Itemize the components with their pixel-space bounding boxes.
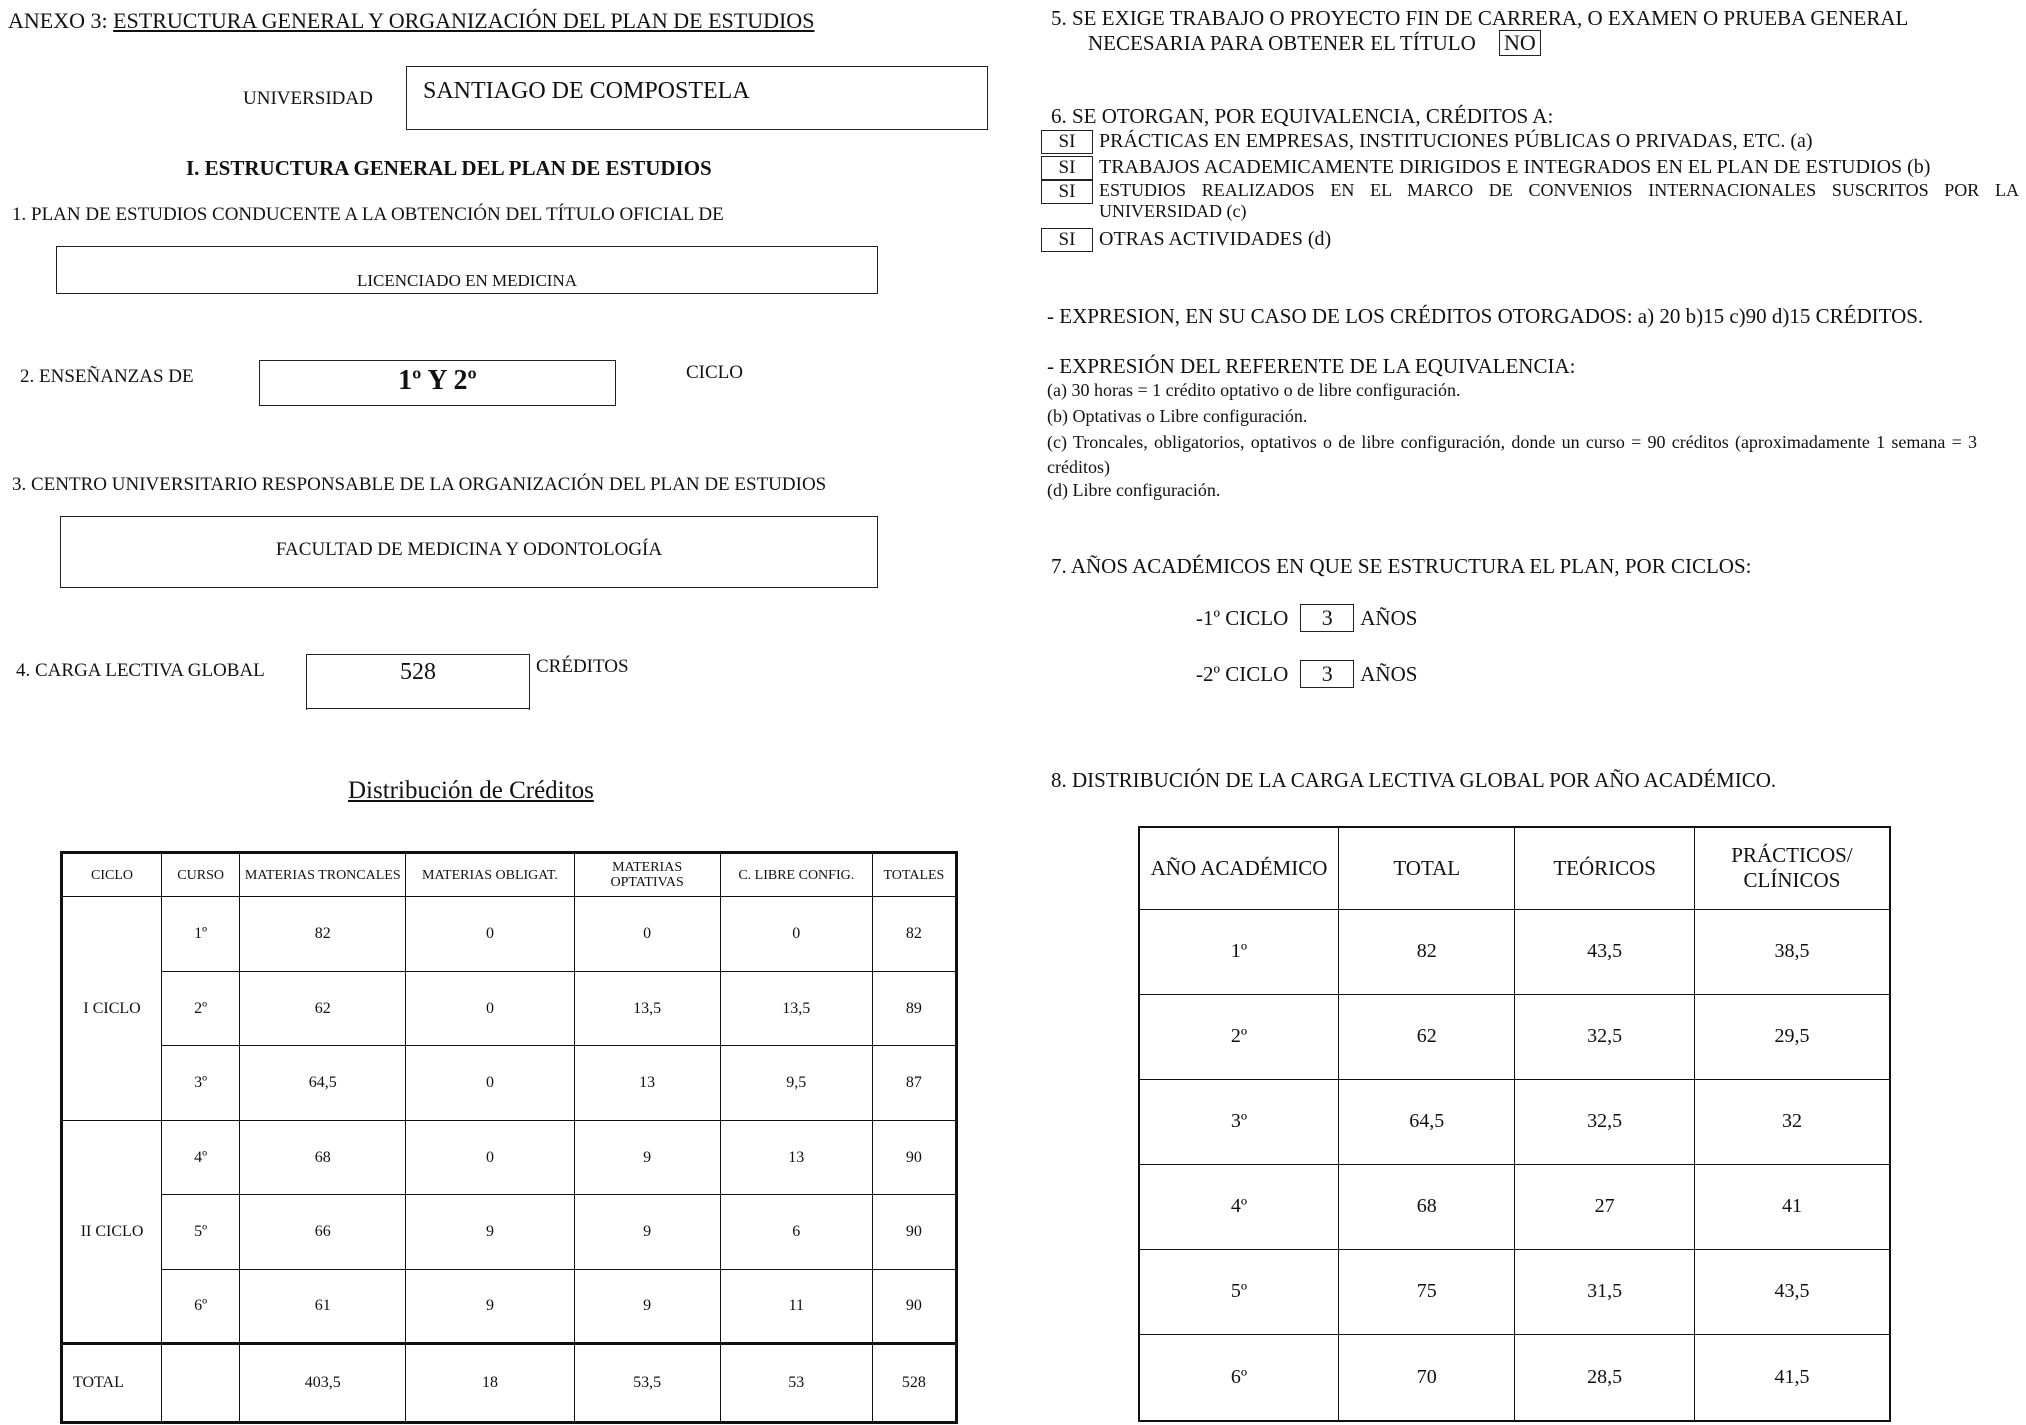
table-cell: 0 [406,1046,574,1121]
equivalence-text: TRABAJOS ACADEMICAMENTE DIRIGIDOS E INTEGRADOS EN EL PLAN DE ESTUDIOS (b) [1099,156,1931,178]
ciclo1-label: -1º CICLO [1196,605,1289,630]
item1-label: 1. PLAN DE ESTUDIOS CONDUCENTE A LA OBTENCIÓN DEL TÍTULO OFICIAL DE [12,204,724,225]
header-troncales: MATERIAS TRONCALES [240,853,406,897]
table-cell: 0 [574,897,720,972]
header-practicos: PRÁCTICOS/ CLÍNICOS [1694,827,1890,909]
total-label: TOTAL [62,1344,162,1423]
equivalence-row-b [1041,156,1930,180]
header-teoricos: TEÓRICOS [1515,827,1695,909]
table-cell: 0 [720,897,872,972]
equivalence-row-a [1041,130,1813,154]
ciclo-label: II CICLO [62,1120,162,1344]
table-cell: 9 [574,1195,720,1270]
table-cell: 18 [406,1344,574,1423]
table-cell: 2º [162,971,240,1046]
table-cell: 75 [1339,1249,1515,1334]
table-cell: 32 [1694,1079,1890,1164]
ciclo-label: I CICLO [62,897,162,1121]
table-cell: 28,5 [1515,1334,1695,1421]
table-cell: 64,5 [240,1046,406,1121]
table-cell: 41 [1694,1164,1890,1249]
table-cell: 90 [872,1269,956,1344]
ciclo2-value: 3 [1300,660,1354,688]
table-cell: 61 [240,1269,406,1344]
table-row [1139,1164,1890,1249]
table-cell: 89 [872,971,956,1046]
table-cell: 9 [406,1195,574,1270]
table-cell: 29,5 [1694,994,1890,1079]
header-obligatorias: MATERIAS OBLIGAT. [406,853,574,897]
equivalence-row-d [1041,228,1331,252]
table-cell: 4º [1139,1164,1339,1249]
table-cell: 66 [240,1195,406,1270]
annex-title-text: ESTRUCTURA GENERAL Y ORGANIZACIÓN DEL PLAN DE ESTUDIOS [113,8,815,33]
table-cell: 82 [240,897,406,972]
table-cell: 3º [162,1046,240,1121]
table-cell: 38,5 [1694,909,1890,994]
table-cell: 13,5 [720,971,872,1046]
table-cell: 41,5 [1694,1334,1890,1421]
table-cell: 4º [162,1120,240,1195]
table-cell: 64,5 [1339,1079,1515,1164]
table-cell: 32,5 [1515,994,1695,1079]
table-cell: 43,5 [1515,909,1695,994]
table-cell: 82 [1339,909,1515,994]
annex-prefix: ANEXO 3: [8,8,114,33]
table-cell: 1º [1139,909,1339,994]
referente-a: (a) 30 horas = 1 crédito optativo o de libre configuración. [1047,380,1461,400]
table-row [62,1120,957,1195]
table-row [62,1046,957,1121]
table-cell: 27 [1515,1164,1695,1249]
item6-label: 6. SE OTORGAN, POR EQUIVALENCIA, CRÉDITOS A: [1051,104,1554,128]
table-cell: 62 [1339,994,1515,1079]
header-curso: CURSO [162,853,240,897]
table-cell: 5º [1139,1249,1339,1334]
table-cell: 2º [1139,994,1339,1079]
table-cell: 13 [720,1120,872,1195]
item5-line1: 5. SE EXIGE TRABAJO O PROYECTO FIN DE CARRERA, O EXAMEN O PRUEBA GENERAL [1051,6,1909,30]
title-box [56,246,878,294]
si-mark: SI [1041,228,1093,252]
table-cell: 68 [1339,1164,1515,1249]
table-row [62,1269,957,1344]
item5 [1051,6,1908,56]
ciclos-box [259,360,616,406]
table-cell: 0 [406,897,574,972]
credit-distribution-table [60,851,958,1424]
centro-value: FACULTAD DE MEDICINA Y ODONTOLOGÍA [275,539,663,560]
carga-value: 528 [400,659,436,685]
table-cell: 6º [1139,1334,1339,1421]
item4-label: 4. CARGA LECTIVA GLOBAL [16,660,265,681]
ciclo2-unit: AÑOS [1360,661,1418,686]
distribucion-title: Distribución de Créditos [348,777,594,804]
item8-label: 8. DISTRIBUCIÓN DE LA CARGA LECTIVA GLOBAL POR AÑO ACADÉMICO. [1051,768,1777,792]
annual-load-table [1138,826,1891,1422]
annex-title [8,8,814,34]
centro-box [60,516,878,588]
table-cell: 90 [872,1195,956,1270]
header-ano: AÑO ACADÉMICO [1139,827,1339,909]
table-cell: 87 [872,1046,956,1121]
table-cell: 9,5 [720,1046,872,1121]
university-value: SANTIAGO DE COMPOSTELA [423,78,750,104]
ciclo1-years [1196,604,1417,632]
ciclo1-value: 3 [1300,604,1354,632]
header-optativas: MATERIAS OPTATIVAS [574,853,720,897]
referente-c: (c) Troncales, obligatorios, optativos o de libre configuración, donde un curso = 90 créditos (aproximadamente 1 semana = 3 créditos) [1047,432,1977,477]
table-row [62,971,957,1046]
referente-label: - EXPRESIÓN DEL REFERENTE DE LA EQUIVALENCIA: [1047,354,1576,378]
carga-box-bottom [306,708,530,709]
table-cell: 6º [162,1269,240,1344]
header-total: TOTAL [1339,827,1515,909]
item5-value: NO [1499,30,1541,56]
table-cell: 82 [872,897,956,972]
equivalence-text: ESTUDIOS REALIZADOS EN EL MARCO DE CONVENIOS INTERNACIONALES SUSCRITOS POR LA UNIVERSIDAD (c) [1099,180,2019,221]
table-row [62,1195,957,1270]
table-cell: 70 [1339,1334,1515,1421]
item5-line2: NECESARIA PARA OBTENER EL TÍTULO [1088,31,1476,55]
table-cell: 53 [720,1344,872,1423]
table-cell: 1º [162,897,240,972]
table-cell: 528 [872,1344,956,1423]
table-cell: 9 [574,1269,720,1344]
table-cell: 68 [240,1120,406,1195]
header-ciclo: CICLO [62,853,162,897]
table-cell: 32,5 [1515,1079,1695,1164]
table-row [1139,909,1890,994]
item2-suffix: CICLO [686,362,743,383]
carga-box [306,654,530,710]
table-header-row [1139,827,1890,909]
si-mark: SI [1041,130,1093,154]
table-cell: 31,5 [1515,1249,1695,1334]
table-cell [162,1344,240,1423]
table-row [1139,1079,1890,1164]
table-header-row [62,853,957,897]
table-cell: 9 [574,1120,720,1195]
table-cell: 62 [240,971,406,1046]
university-box [406,66,988,130]
university-label: UNIVERSIDAD [243,88,373,109]
item2-label: 2. ENSEÑANZAS DE [20,366,194,387]
equivalence-text: OTRAS ACTIVIDADES (d) [1099,228,1332,250]
item3-label: 3. CENTRO UNIVERSITARIO RESPONSABLE DE LA ORGANIZACIÓN DEL PLAN DE ESTUDIOS [12,474,827,495]
title-value: LICENCIADO EN MEDICINA [356,271,578,290]
ciclos-value: 1º Y 2º [398,365,477,396]
ciclo2-years [1196,660,1417,688]
referente-d: (d) Libre configuración. [1047,480,1221,500]
si-mark: SI [1041,156,1093,180]
table-cell: 13 [574,1046,720,1121]
table-cell: 6 [720,1195,872,1270]
total-row [62,1344,957,1423]
equivalence-row-c [1041,180,2019,222]
si-mark: SI [1041,180,1093,204]
table-row [1139,994,1890,1079]
table-cell: 90 [872,1120,956,1195]
table-row [1139,1334,1890,1421]
ciclo1-unit: AÑOS [1360,605,1418,630]
table-cell: 0 [406,1120,574,1195]
table-cell: 0 [406,971,574,1046]
table-cell: 3º [1139,1079,1339,1164]
section-title: I. ESTRUCTURA GENERAL DEL PLAN DE ESTUDIOS [186,156,712,180]
table-row [1139,1249,1890,1334]
table-cell: 5º [162,1195,240,1270]
table-cell: 13,5 [574,971,720,1046]
header-libre: C. LIBRE CONFIG. [720,853,872,897]
table-cell: 53,5 [574,1344,720,1423]
equivalence-text: PRÁCTICAS EN EMPRESAS, INSTITUCIONES PÚBLICAS O PRIVADAS, ETC. (a) [1099,130,1813,152]
creditos-expresion: - EXPRESION, EN SU CASO DE LOS CRÉDITOS OTORGADOS: a) 20 b)15 c)90 d)15 CRÉDITOS. [1047,304,1924,328]
item4-suffix: CRÉDITOS [536,656,629,677]
ciclo2-label: -2º CICLO [1196,661,1289,686]
table-cell: 43,5 [1694,1249,1890,1334]
header-totales: TOTALES [872,853,956,897]
table-row [62,897,957,972]
table-cell: 403,5 [240,1344,406,1423]
item7-label: 7. AÑOS ACADÉMICOS EN QUE SE ESTRUCTURA EL PLAN, POR CICLOS: [1051,554,1752,578]
referente-b: (b) Optativas o Libre configuración. [1047,406,1308,426]
table-cell: 11 [720,1269,872,1344]
table-cell: 9 [406,1269,574,1344]
